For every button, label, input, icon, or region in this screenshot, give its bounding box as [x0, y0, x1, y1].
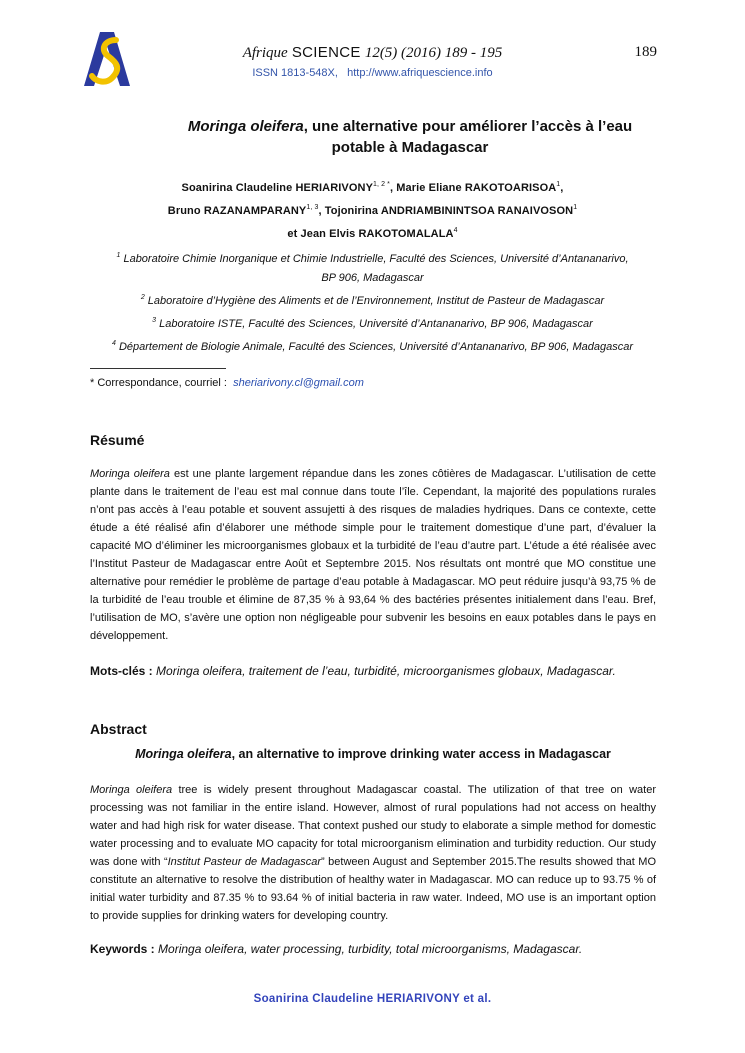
- abstract-title-rest: , an alternative to improve drinking water access in Madagascar: [231, 747, 611, 761]
- author-comma: ,: [560, 182, 564, 194]
- title-rest: , une alternative pour améliorer l’accès à l’eau: [303, 118, 633, 135]
- author-5: et Jean Elvis RAKOTOMALALA: [287, 228, 454, 240]
- running-footer: Soanirina Claudeline HERIARIVONY et al.: [253, 993, 492, 1005]
- author-5-sup: 4: [453, 227, 458, 234]
- abstract-title-species: Moringa oleifera: [135, 747, 232, 761]
- author-1-sup: 1, 2 *: [373, 181, 390, 188]
- author-3: Bruno RAZANAMPARANY: [167, 205, 307, 217]
- affil-4-sup: 4: [112, 340, 116, 347]
- journal-name: Afrique: [242, 45, 288, 61]
- correspondence-label: * Correspondance, courriel :: [90, 377, 227, 389]
- abstract-text-2: ” between August and September 2015.The results showed that MO constitute an alternative to resolve the distribution of healthy water in Madagascar. MO can reduce up to 93.75 % of initial water turbidity and 87.35 % to 93.64 % of initial bacteria in raw water. Indeed, MO use is an important option to provide supplies for drinking waters for developing country.: [90, 856, 656, 922]
- abstract-text-1: tree is widely present throughout Madagascar coastal. The utilization of that tree on water processing was not familiar in the entire island. However, almost of rural populations had not access on healthy water and had high risk for water disease. That context pushed our study to elaborate a simple method for domestic water processing and to evaluate MO capacity for total microorganism elimination and turbidity reduction. Our study was done with “: [90, 784, 656, 868]
- abstract-body: [90, 781, 656, 925]
- logo-text: AS: [107, 87, 109, 88]
- mots-cles: Moringa oleifera, traitement de l’eau, turbidité, microorganismes globaux, Madagascar.: [152, 664, 616, 678]
- author-4-sup: 1: [573, 204, 578, 211]
- journal-science: SCIENCE: [291, 44, 361, 61]
- affil-3-sup: 3: [152, 317, 157, 324]
- issn: ISSN 1813-548X,: [252, 67, 338, 79]
- correspondence-email[interactable]: sheriarivony.cl@gmail.com: [233, 377, 364, 389]
- abstract-species: Moringa oleifera: [90, 784, 173, 796]
- author-list: [90, 175, 655, 244]
- journal-volume: 12(5) (2016) 189 - 195: [364, 45, 503, 61]
- correspondence: [90, 377, 364, 389]
- abstract-keywords: [90, 942, 656, 956]
- affil-1-sup: 1: [116, 252, 121, 259]
- affil-3: Laboratoire ISTE, Faculté des Sciences, Université d’Antananarivo, BP 906, Madagascar: [159, 318, 593, 330]
- issn-line: [0, 67, 745, 79]
- title-species: Moringa oleifera: [187, 118, 304, 135]
- author-4: , Tojonirina ANDRIAMBININTSOA RANAIVOSON: [318, 205, 574, 217]
- title-line2: potable à Madagascar: [331, 139, 489, 156]
- affil-1: Laboratoire Chimie Inorganique et Chimie Industrielle, Faculté des Sciences, Université d’Antananarivo,: [123, 253, 629, 265]
- author-1: Soanirina Claudeline HERIARIVONY: [181, 182, 374, 194]
- affil-4: Département de Biologie Animale, Faculté des Sciences, Université d’Antananarivo, BP 906, Madagascar: [118, 341, 633, 353]
- journal-citation: [0, 44, 745, 62]
- mots-cles-label: Mots-clés :: [90, 664, 153, 678]
- affiliations: [90, 246, 655, 357]
- author-2-sup: 1: [556, 181, 561, 188]
- author-3-sup: 1, 3: [306, 204, 319, 211]
- resume-species: Moringa oleifera: [90, 468, 170, 480]
- abstract-title: [90, 747, 656, 761]
- abstract-institute: Institut Pasteur de Madagascar: [167, 856, 322, 868]
- resume-heading: Résumé: [90, 432, 145, 448]
- page-number: 189: [634, 44, 657, 60]
- keywords: Moringa oleifera, water processing, turbidity, total microorganisms, Madagascar.: [154, 942, 583, 956]
- keywords-label: Keywords :: [90, 942, 155, 956]
- affil-1-line2: BP 906, Madagascar: [321, 272, 424, 284]
- paper-title: [150, 116, 670, 158]
- author-2: , Marie Eliane RAKOTOARISOA: [389, 182, 557, 194]
- resume-text: est une plante largement répandue dans les zones côtières de Madagascar. L’utilisation de cette plante dans le traitement de l’eau est mal connue dans toute l’île. Cependant, la majorité des populations rurales n’ont pas accès à l’eau potable et souvent assujetti à des risques de maladies hydriques. Dans ce contexte, cette étude a été réalisé afin d’élaborer une méthode simple pour le traitement domestique d’une part, d’évaluer la capacité MO d’éliminer les microorganismes globaux et la turbidité de l’eau d’autre part. L’étude a été réalisée avec l’Institut Pasteur de Madagascar entre Août et Septembre 2015. Nos résultats ont montré que MO constitue une alternative pour remédier le problème de partage d’eau potable à Madagascar. MO peut réduire jusqu’à 93,75 % de la turbidité de l’eau trouble et élimine de 87,35 % à 93,64 % des bactéries présentes initialement dans l’eau. Bref, l’utilisation de MO, s’avère une option non négligeable pour subvenir les besoins en eaux potables dans le pays en développement.: [90, 468, 657, 642]
- affil-2: Laboratoire d’Hygiène des Aliments et de l’Environnement, Institut de Pasteur de Madagascar: [147, 295, 605, 307]
- resume-keywords: [90, 664, 656, 678]
- footnote-rule: [90, 368, 226, 369]
- resume-body: [90, 465, 656, 645]
- affil-2-sup: 2: [140, 294, 145, 301]
- abstract-heading: Abstract: [90, 721, 147, 737]
- journal-url[interactable]: http://www.afriquescience.info: [347, 67, 493, 79]
